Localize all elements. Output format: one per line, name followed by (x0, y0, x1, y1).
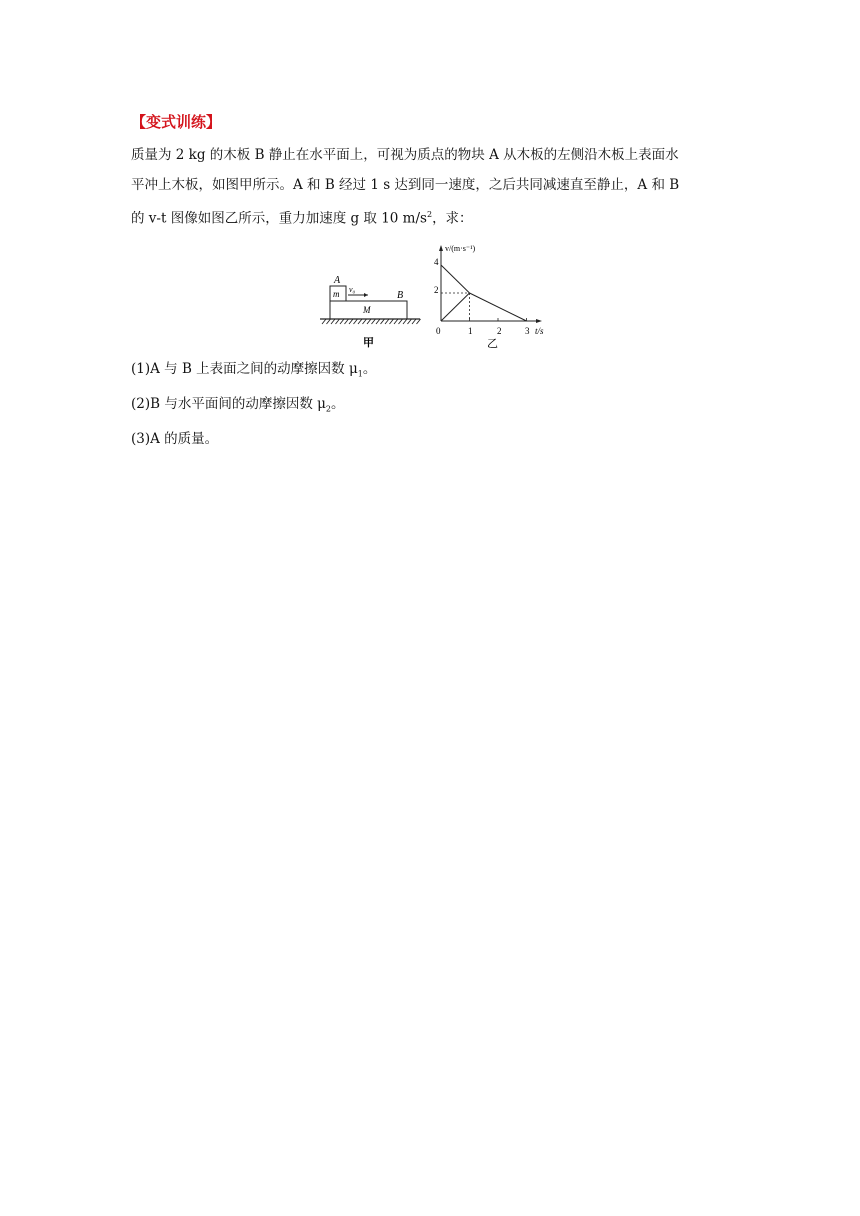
y-axis-label: v/(m·s⁻¹) (445, 244, 476, 253)
problem-line-3 (131, 200, 731, 234)
hatch-line (394, 319, 398, 324)
exponent: 2 (426, 210, 433, 219)
hatch-line (385, 319, 389, 324)
chart-marks (441, 265, 527, 321)
hatch-line (367, 319, 371, 324)
ground-hatch (322, 319, 421, 324)
x-tick-3: 3 (525, 326, 530, 336)
x-tick-0: 0 (436, 326, 441, 336)
hatch-line (412, 319, 416, 324)
hatch-line (327, 319, 331, 324)
figure-jia (320, 275, 421, 349)
hatch-line (358, 319, 362, 324)
problem-line-3-text: 的 v-t 图像如图乙所示，重力加速度 g 取 10 m/s (131, 210, 427, 227)
series-1-segment (441, 265, 470, 293)
y-tick-2: 2 (434, 285, 439, 295)
series-1-segment (470, 293, 527, 321)
x-tick-1: 1 (468, 326, 473, 336)
hatch-line (322, 319, 326, 324)
y-axis-arrow (439, 245, 443, 251)
hatch-line (372, 319, 376, 324)
problem-statement (131, 140, 731, 234)
hatch-line (349, 319, 353, 324)
question-3: (3)A 的质量。 (131, 431, 219, 447)
series-2-segment (441, 293, 470, 321)
hatch-line (340, 319, 344, 324)
figure-yi (434, 244, 544, 350)
label-a: A (334, 275, 341, 286)
problem-line-1: 质量为 2 kg 的木板 B 静止在水平面上，可视为质点的物块 A 从木板的左侧沿木板上表面水 (131, 147, 679, 163)
question-1-end: 。 (362, 361, 377, 377)
x-tick-2: 2 (497, 326, 502, 336)
question-2-end: 。 (331, 396, 345, 412)
subscript-1: 1 (357, 369, 363, 379)
label-v0: v₀ (349, 285, 356, 294)
subscript-2: 2 (325, 404, 331, 414)
label-big-m: M (363, 305, 371, 315)
label-b: B (397, 290, 404, 301)
caption-jia: 甲 (363, 336, 374, 349)
hatch-line (376, 319, 380, 324)
hatch-line (354, 319, 358, 324)
velocity-arrowhead (364, 293, 368, 297)
problem-line-3-end: ，求： (432, 210, 473, 227)
question-1 (131, 359, 376, 385)
hatch-line (336, 319, 340, 324)
hatch-line (381, 319, 385, 324)
x-axis-label: t/s (535, 326, 544, 336)
section-heading: 【变式训练】 (131, 113, 222, 131)
y-tick-4: 4 (434, 257, 439, 267)
hatch-line (390, 319, 394, 324)
question-2-text: (2)B 与水平面间的动摩擦因数 μ (131, 396, 326, 412)
caption-yi: 乙 (487, 337, 498, 350)
hatch-line (331, 319, 335, 324)
problem-line-2: 平冲上木板，如图甲所示。A 和 B 经过 1 s 达到同一速度，之后共同减速直至静止，A 和 B (131, 177, 680, 193)
hatch-line (403, 319, 407, 324)
hatch-line (408, 319, 412, 324)
question-1-text: (1)A 与 B 上表面之间的动摩擦因数 μ (131, 361, 358, 377)
hatch-line (345, 319, 349, 324)
label-m: m (333, 289, 340, 299)
figure (318, 243, 558, 353)
hatch-line (363, 319, 367, 324)
x-axis-arrow (536, 319, 542, 323)
hatch-line (417, 319, 421, 324)
hatch-line (399, 319, 403, 324)
question-2 (131, 394, 345, 420)
